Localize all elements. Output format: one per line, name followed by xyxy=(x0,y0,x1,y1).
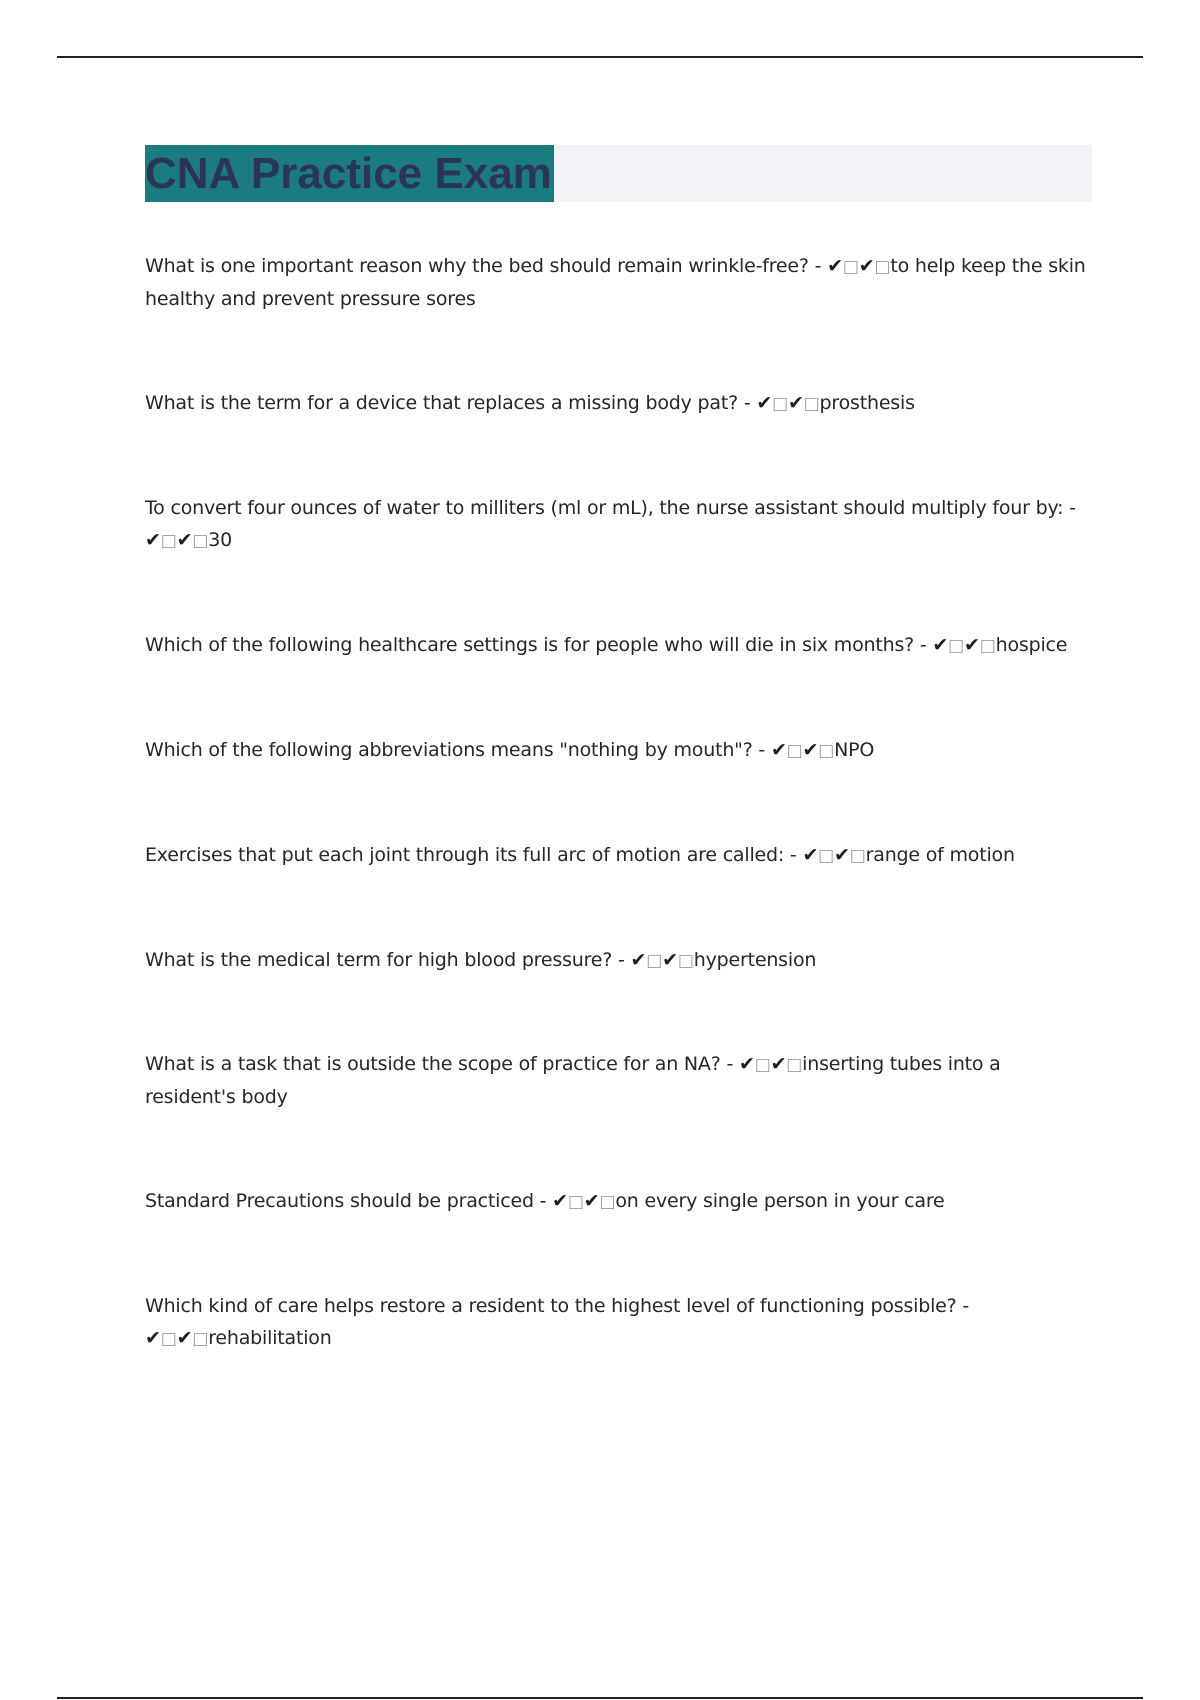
answer-text: prosthesis xyxy=(819,392,915,414)
box-icon: □ xyxy=(599,1192,616,1212)
check-icon: ✔ xyxy=(176,529,193,551)
question-text: What is the medical term for high blood pressure? xyxy=(145,949,613,971)
check-icon: ✔ xyxy=(858,255,875,277)
qa-item-3 xyxy=(145,492,1090,557)
box-icon: □ xyxy=(786,741,803,761)
check-icon: ✔ xyxy=(145,529,161,551)
check-icon: ✔ xyxy=(834,844,850,866)
answer-text: on every single person in your care xyxy=(615,1190,945,1212)
check-icon: ✔ xyxy=(770,1053,787,1075)
question-text: Standard Precautions should be practiced xyxy=(145,1190,534,1212)
title-highlight xyxy=(145,145,554,202)
box-icon: □ xyxy=(849,846,866,866)
answer-text: hypertension xyxy=(693,949,817,971)
qa-item-1 xyxy=(145,250,1090,315)
qa-item-5 xyxy=(145,734,1090,767)
check-icon: ✔ xyxy=(738,1053,755,1075)
answer-text: hospice xyxy=(995,634,1068,656)
qa-item-7 xyxy=(145,944,1090,977)
qa-item-8 xyxy=(145,1048,1090,1113)
qa-item-10 xyxy=(145,1290,1090,1355)
qa-item-6 xyxy=(145,839,1090,872)
check-icon: ✔ xyxy=(756,392,773,414)
box-icon: □ xyxy=(192,1329,209,1349)
question-text: What is one important reason why the bed should remain wrinkle-free? xyxy=(145,255,809,277)
separator: - xyxy=(956,1295,970,1317)
box-icon: □ xyxy=(192,531,209,551)
question-text: To convert four ounces of water to milliters (ml or mL), the nurse assistant should multiply four by: xyxy=(145,497,1064,519)
check-icon: ✔ xyxy=(145,1327,161,1349)
answer-text: range of motion xyxy=(865,844,1015,866)
question-text: Which of the following abbreviations means "nothing by mouth"? xyxy=(145,739,753,761)
check-icon: ✔ xyxy=(932,634,949,656)
answer-text: inserting tubes into a resident's body xyxy=(145,1053,1001,1108)
question-text: Exercises that put each joint through its full arc of motion are called: xyxy=(145,844,785,866)
question-text: What is a task that is outside the scope of practice for an NA? xyxy=(145,1053,721,1075)
check-icon: ✔ xyxy=(630,949,647,971)
box-icon: □ xyxy=(567,1192,584,1212)
check-icon: ✔ xyxy=(802,844,819,866)
check-icon: ✔ xyxy=(552,1190,568,1212)
separator: - xyxy=(1063,497,1076,519)
separator: - xyxy=(720,1053,739,1075)
box-icon: □ xyxy=(160,531,177,551)
separator: - xyxy=(612,949,631,971)
answer-text: NPO xyxy=(834,739,875,761)
top-rule xyxy=(57,56,1143,58)
box-icon: □ xyxy=(874,257,891,277)
box-icon: □ xyxy=(818,846,835,866)
box-icon: □ xyxy=(803,394,820,414)
separator: - xyxy=(533,1190,553,1212)
page-title: CNA Practice Exam xyxy=(145,149,552,198)
separator: - xyxy=(808,255,828,277)
qa-item-9 xyxy=(145,1185,1090,1218)
answer-text: rehabilitation xyxy=(208,1327,332,1349)
qa-item-4 xyxy=(145,629,1090,662)
check-icon: ✔ xyxy=(802,739,819,761)
check-icon: ✔ xyxy=(787,392,804,414)
box-icon: □ xyxy=(979,636,996,656)
box-icon: □ xyxy=(646,951,663,971)
check-icon: ✔ xyxy=(583,1190,600,1212)
question-text: Which kind of care helps restore a resident to the highest level of functioning possible? xyxy=(145,1295,957,1317)
qa-item-2 xyxy=(145,387,1090,420)
bottom-rule xyxy=(57,1697,1143,1699)
check-icon: ✔ xyxy=(827,255,843,277)
box-icon: □ xyxy=(677,951,694,971)
check-icon: ✔ xyxy=(770,739,787,761)
box-icon: □ xyxy=(818,741,835,761)
box-icon: □ xyxy=(948,636,965,656)
box-icon: □ xyxy=(842,257,859,277)
box-icon: □ xyxy=(772,394,788,414)
separator: - xyxy=(914,634,933,656)
box-icon: □ xyxy=(786,1055,803,1075)
check-icon: ✔ xyxy=(662,949,678,971)
separator: - xyxy=(752,739,771,761)
question-text: Which of the following healthcare settings is for people who will die in six months? xyxy=(145,634,915,656)
box-icon: □ xyxy=(160,1329,177,1349)
separator: - xyxy=(784,844,803,866)
check-icon: ✔ xyxy=(964,634,980,656)
box-icon: □ xyxy=(754,1055,771,1075)
question-text: What is the term for a device that replaces a missing body pat? xyxy=(145,392,738,414)
separator: - xyxy=(737,392,757,414)
check-icon: ✔ xyxy=(176,1327,193,1349)
answer-text: to help keep the skin healthy and prevent pressure sores xyxy=(145,255,1086,310)
answer-text: 30 xyxy=(208,529,232,551)
